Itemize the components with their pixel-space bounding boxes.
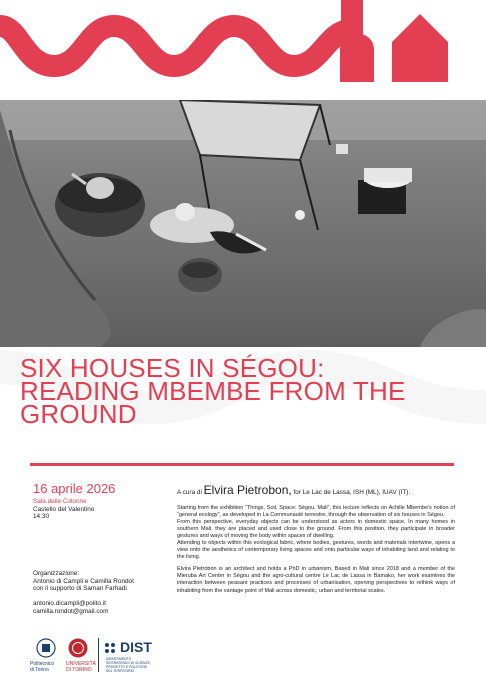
abstract-paragraph-2: Elvira Pietrobon is an architect and holds a PhD in urbanism. Based in Mali since 2018 and a member of the Mieruba Art Center in Ségou and the agro-cultural centre Le Lac de Lassa in Bamako, her work examines the interaction between peasant practices and processes of urbanisation, opening perspectives to rethink ways of inhabiting from the vantage point of Mali across domestic, urban and territorial scales.: [177, 566, 455, 594]
lecture-title: [20, 353, 460, 429]
org-label: Organizzazione:: [33, 570, 80, 577]
event-date: 16 aprile 2026: [33, 481, 116, 496]
title-line-2: READING MBEMBE FROM THE: [20, 376, 406, 406]
venue-time: 14:30: [33, 513, 49, 521]
venue-info: [33, 498, 94, 521]
wave-shape: [0, 0, 352, 66]
title-line-3: GROUND: [20, 399, 137, 429]
org-email-1[interactable]: antonio.dicampli@polito.it: [33, 600, 106, 608]
abstract: [177, 505, 455, 600]
byline: [177, 483, 410, 497]
teapot: [86, 177, 114, 199]
logo-separator: [98, 638, 99, 672]
dist-subtitle: DIPARTIMENTO INTERATENEO DI SCIENZE, PROGETTO E POLITICHE DEL TERRITORIO: [106, 657, 151, 673]
accent-divider: [30, 463, 454, 466]
org-email-2[interactable]: camilla.rondot@gmail.com: [33, 607, 109, 615]
speaker-affiliation: for Le Lac de Lassa, ISH (ML), IUAV (IT).: [293, 489, 411, 496]
speaker-name: Elvira Pietrobon,: [203, 483, 292, 497]
dist-mark-icon: [104, 642, 118, 654]
title-line-1: SIX HOUSES IN SÉGOU:: [20, 353, 325, 383]
arch-shape: [340, 34, 374, 83]
byline-prefix: A cura di: [177, 489, 202, 496]
house-shape: [392, 14, 448, 82]
organization-info: [33, 570, 134, 616]
abstract-paragraph-1: Starting from the exhibition “Things, Soil, Space: Ségou, Mali”, this lecture reflects on Achille Mbembe's notion of “general ecology”, as developed in La Communauté terrestre, through the observation of six houses in Ségou. From this perspective, everyday objects can be understood as actors in domestic space. In many homes in southern Mali, they are placed and used close to the ground. From this position, they participate in broader gestures and ways of moving the body within spaces of dwelling. Attending to objects within this ecological fabric, where bodies, gestures, words and materials intertwine, opens a view onto the aesthetics of contemporary living spaces and onto particular ways of inhabiting land and relating to the living.: [177, 505, 455, 561]
dist-label: DIST: [120, 639, 152, 655]
org-support: con il supporto di Saman Farhadi: [33, 585, 127, 593]
polito-seal-icon: [36, 638, 56, 658]
org-names: Antonio di Campli e Camilla Rondot: [33, 577, 134, 585]
wave-house-logo: [0, 0, 486, 100]
footer-logos: [30, 636, 210, 676]
unito-seal-icon: [68, 638, 88, 658]
unito-label: UNIVERSITÀ DI TORINO: [66, 661, 97, 673]
polito-label: Politecnico di Torino: [30, 661, 55, 673]
ground-photo: [0, 100, 486, 347]
venue-room: Sala delle Colonne: [33, 498, 87, 505]
venue-building: Castello del Valentino: [33, 505, 95, 513]
